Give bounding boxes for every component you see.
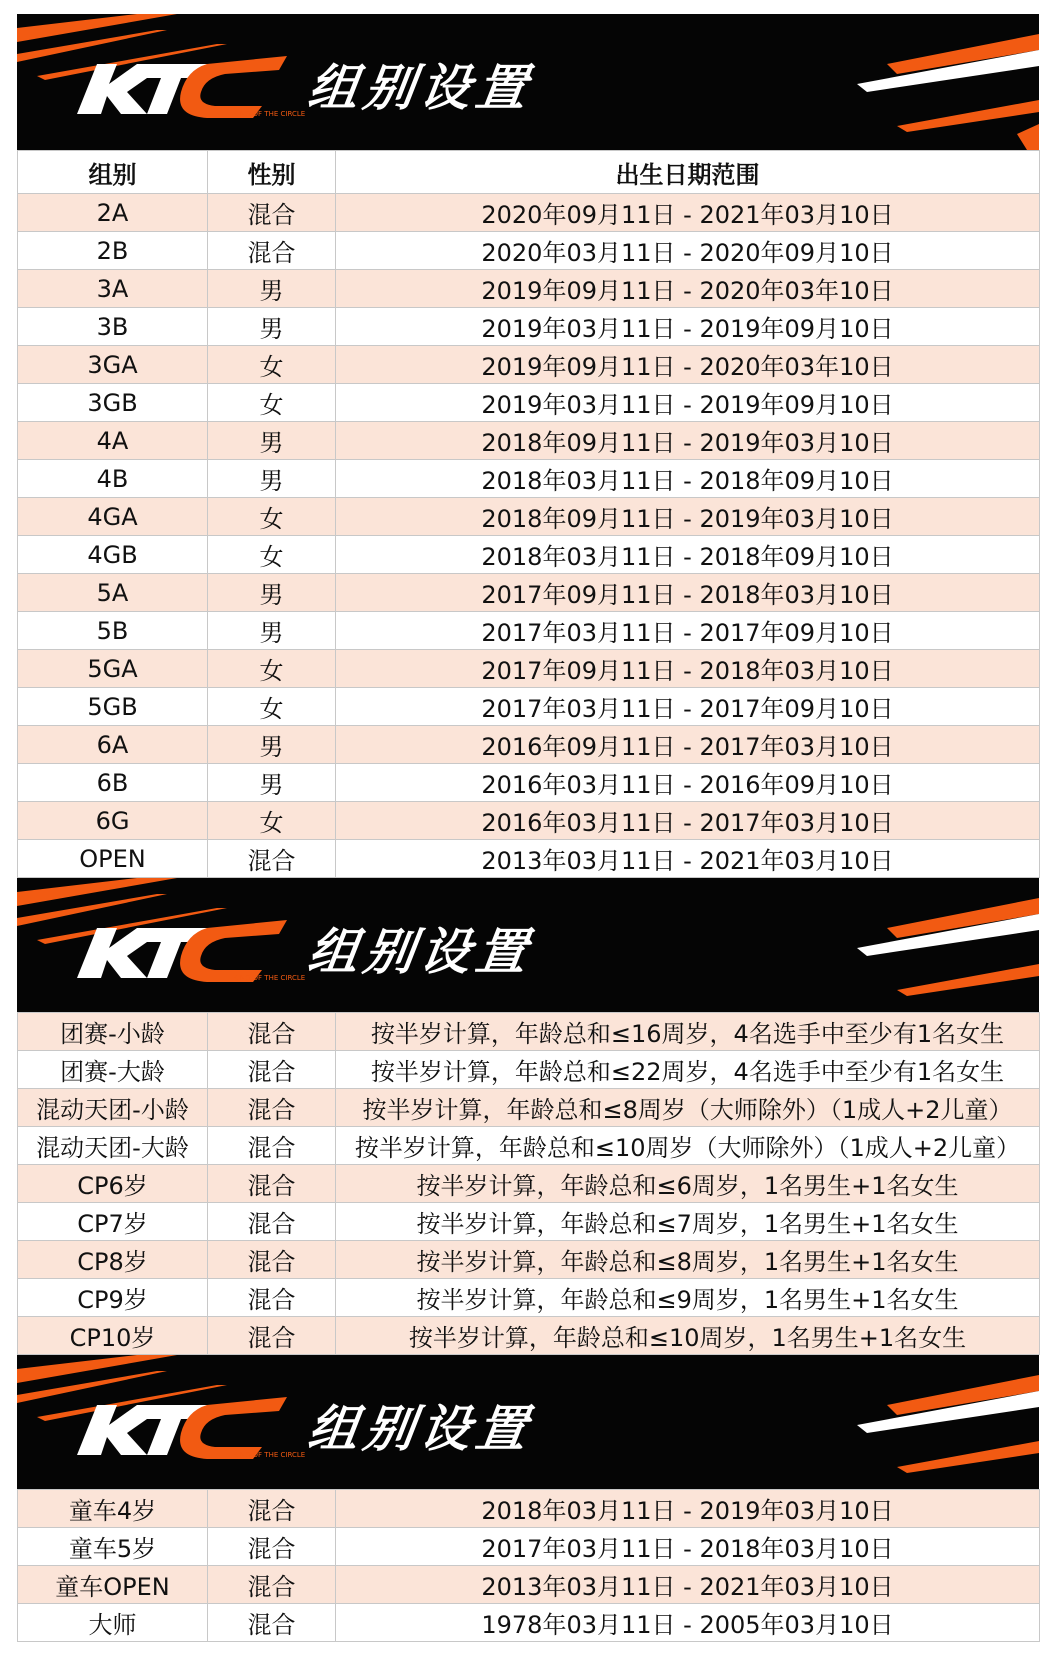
banner-title: 组别设置	[304, 59, 537, 117]
cell-gender: 男	[208, 726, 336, 764]
cell-rule: 2017年03月11日 - 2017年09月10日	[336, 612, 1040, 650]
cell-rule: 2018年03月11日 - 2018年09月10日	[336, 536, 1040, 574]
cell-gender: 混合	[208, 1013, 336, 1051]
cell-rule: 2019年09月11日 - 2020年03年10日	[336, 270, 1040, 308]
cell-gender: 混合	[208, 1528, 336, 1566]
table-row	[18, 764, 1040, 802]
cell-gender: 混合	[208, 232, 336, 270]
cell-gender: 女	[208, 536, 336, 574]
cell-group: 5A	[18, 574, 208, 612]
cell-rule: 2019年03月11日 - 2019年09月10日	[336, 384, 1040, 422]
cell-rule: 2013年03月11日 - 2021年03月10日	[336, 1566, 1040, 1604]
table-row	[18, 1279, 1040, 1317]
cell-group: 5GB	[18, 688, 208, 726]
cell-group: 4A	[18, 422, 208, 460]
cell-group: 4GA	[18, 498, 208, 536]
table-row	[18, 460, 1040, 498]
cell-group: 6G	[18, 802, 208, 840]
table-row	[18, 346, 1040, 384]
cell-rule: 按半岁计算，年龄总和≤16周岁，4名选手中至少有1名女生	[336, 1013, 1040, 1051]
table-row	[18, 688, 1040, 726]
cell-group: 6A	[18, 726, 208, 764]
banner-2	[17, 878, 1039, 1012]
table-row	[18, 308, 1040, 346]
cell-gender: 混合	[208, 840, 336, 878]
table-row	[18, 1528, 1040, 1566]
cell-rule: 按半岁计算，年龄总和≤7周岁，1名男生+1名女生	[336, 1203, 1040, 1241]
cell-group: 团赛-大龄	[18, 1051, 208, 1089]
table-header-row	[18, 151, 1040, 194]
table-row	[18, 802, 1040, 840]
cell-rule: 2017年09月11日 - 2018年03月10日	[336, 574, 1040, 612]
cell-group: 2B	[18, 232, 208, 270]
header-gender: 性别	[208, 151, 336, 194]
table-row	[18, 1051, 1040, 1089]
table-row	[18, 1566, 1040, 1604]
cell-rule: 按半岁计算，年龄总和≤22周岁，4名选手中至少有1名女生	[336, 1051, 1040, 1089]
table-row	[18, 1317, 1040, 1355]
table-row	[18, 612, 1040, 650]
cell-rule: 按半岁计算，年龄总和≤8周岁，1名男生+1名女生	[336, 1241, 1040, 1279]
table-row	[18, 194, 1040, 232]
cell-rule: 2020年03月11日 - 2020年09月10日	[336, 232, 1040, 270]
banner-title: 组别设置	[304, 1400, 537, 1458]
cell-group: 3A	[18, 270, 208, 308]
cell-group: OPEN	[18, 840, 208, 878]
cell-group: 混动天团-小龄	[18, 1089, 208, 1127]
cell-rule: 2020年09月11日 - 2021年03月10日	[336, 194, 1040, 232]
cell-group: CP7岁	[18, 1203, 208, 1241]
cell-gender: 女	[208, 498, 336, 536]
cell-gender: 混合	[208, 1127, 336, 1165]
cell-gender: 混合	[208, 1279, 336, 1317]
cell-gender: 女	[208, 346, 336, 384]
table-row	[18, 1490, 1040, 1528]
cell-group: 4B	[18, 460, 208, 498]
cell-rule: 按半岁计算，年龄总和≤8周岁（大师除外）（1成人+2儿童）	[336, 1089, 1040, 1127]
cell-gender: 男	[208, 422, 336, 460]
cell-gender: 混合	[208, 1566, 336, 1604]
cell-gender: 混合	[208, 1317, 336, 1355]
table-row	[18, 726, 1040, 764]
cell-gender: 混合	[208, 1051, 336, 1089]
cell-gender: 混合	[208, 1241, 336, 1279]
cell-group: 3GB	[18, 384, 208, 422]
cell-gender: 男	[208, 764, 336, 802]
cell-gender: 女	[208, 384, 336, 422]
table-row	[18, 1013, 1040, 1051]
ktc-logo-icon	[57, 898, 306, 998]
cell-group: 团赛-小龄	[18, 1013, 208, 1051]
cell-rule: 2013年03月11日 - 2021年03月10日	[336, 840, 1040, 878]
cell-rule: 2019年03月11日 - 2019年09月10日	[336, 308, 1040, 346]
cell-rule: 2018年09月11日 - 2019年03月10日	[336, 422, 1040, 460]
cell-group: 2A	[18, 194, 208, 232]
table-row	[18, 422, 1040, 460]
cell-rule: 2018年03月11日 - 2019年03月10日	[336, 1490, 1040, 1528]
cell-rule: 2019年09月11日 - 2020年03年10日	[336, 346, 1040, 384]
group-table-2	[17, 1012, 1040, 1355]
cell-gender: 男	[208, 308, 336, 346]
table-row	[18, 1089, 1040, 1127]
cell-rule: 2018年09月11日 - 2019年03月10日	[336, 498, 1040, 536]
table-row	[18, 840, 1040, 878]
group-table-3	[17, 1489, 1040, 1642]
cell-rule: 2017年09月11日 - 2018年03月10日	[336, 650, 1040, 688]
cell-gender: 女	[208, 802, 336, 840]
table-row	[18, 1604, 1040, 1642]
table-row	[18, 232, 1040, 270]
cell-gender: 女	[208, 650, 336, 688]
cell-gender: 混合	[208, 1604, 336, 1642]
cell-gender: 混合	[208, 1089, 336, 1127]
cell-rule: 按半岁计算，年龄总和≤10周岁（大师除外）（1成人+2儿童）	[336, 1127, 1040, 1165]
cell-group: CP9岁	[18, 1279, 208, 1317]
cell-rule: 2017年03月11日 - 2018年03月10日	[336, 1528, 1040, 1566]
cell-group: 混动天团-大龄	[18, 1127, 208, 1165]
cell-rule: 按半岁计算，年龄总和≤6周岁，1名男生+1名女生	[336, 1165, 1040, 1203]
cell-group: 童车5岁	[18, 1528, 208, 1566]
ktc-logo-icon	[57, 34, 306, 134]
cell-gender: 混合	[208, 194, 336, 232]
cell-rule: 按半岁计算，年龄总和≤10周岁，1名男生+1名女生	[336, 1317, 1040, 1355]
cell-group: 童车OPEN	[18, 1566, 208, 1604]
table-row	[18, 650, 1040, 688]
cell-gender: 男	[208, 574, 336, 612]
group-table-1	[17, 150, 1040, 878]
cell-rule: 1978年03月11日 - 2005年03月10日	[336, 1604, 1040, 1642]
table-row	[18, 498, 1040, 536]
table-row	[18, 1127, 1040, 1165]
cell-rule: 按半岁计算，年龄总和≤9周岁，1名男生+1名女生	[336, 1279, 1040, 1317]
table-row	[18, 536, 1040, 574]
cell-group: CP8岁	[18, 1241, 208, 1279]
cell-group: 6B	[18, 764, 208, 802]
table-row	[18, 1165, 1040, 1203]
header-birth-range: 出生日期范围	[336, 151, 1040, 194]
cell-rule: 2016年09月11日 - 2017年03月10日	[336, 726, 1040, 764]
table-row	[18, 270, 1040, 308]
cell-group: 5GA	[18, 650, 208, 688]
cell-group: 4GB	[18, 536, 208, 574]
banner-3	[17, 1355, 1039, 1489]
cell-rule: 2018年03月11日 - 2018年09月10日	[336, 460, 1040, 498]
ktc-logo-icon	[57, 1375, 306, 1475]
cell-group: 3GA	[18, 346, 208, 384]
page	[17, 14, 1039, 1642]
cell-group: 童车4岁	[18, 1490, 208, 1528]
table-row	[18, 1241, 1040, 1279]
cell-gender: 男	[208, 460, 336, 498]
cell-rule: 2016年03月11日 - 2017年03月10日	[336, 802, 1040, 840]
cell-gender: 混合	[208, 1490, 336, 1528]
cell-rule: 2016年03月11日 - 2016年09月10日	[336, 764, 1040, 802]
logo-subtext: KING OF THE CIRCLE	[233, 974, 306, 982]
cell-group: CP10岁	[18, 1317, 208, 1355]
table-row	[18, 1203, 1040, 1241]
cell-gender: 男	[208, 270, 336, 308]
cell-gender: 女	[208, 688, 336, 726]
logo-subtext: KING OF THE CIRCLE	[233, 110, 306, 118]
cell-group: CP6岁	[18, 1165, 208, 1203]
cell-group: 3B	[18, 308, 208, 346]
banner-1	[17, 14, 1039, 150]
cell-gender: 混合	[208, 1165, 336, 1203]
cell-group: 5B	[18, 612, 208, 650]
cell-gender: 混合	[208, 1203, 336, 1241]
cell-rule: 2017年03月11日 - 2017年09月10日	[336, 688, 1040, 726]
table-row	[18, 574, 1040, 612]
cell-gender: 男	[208, 612, 336, 650]
logo-subtext: KING OF THE CIRCLE	[233, 1451, 306, 1459]
table-row	[18, 384, 1040, 422]
header-group: 组别	[18, 151, 208, 194]
cell-group: 大师	[18, 1604, 208, 1642]
banner-title: 组别设置	[304, 923, 537, 981]
